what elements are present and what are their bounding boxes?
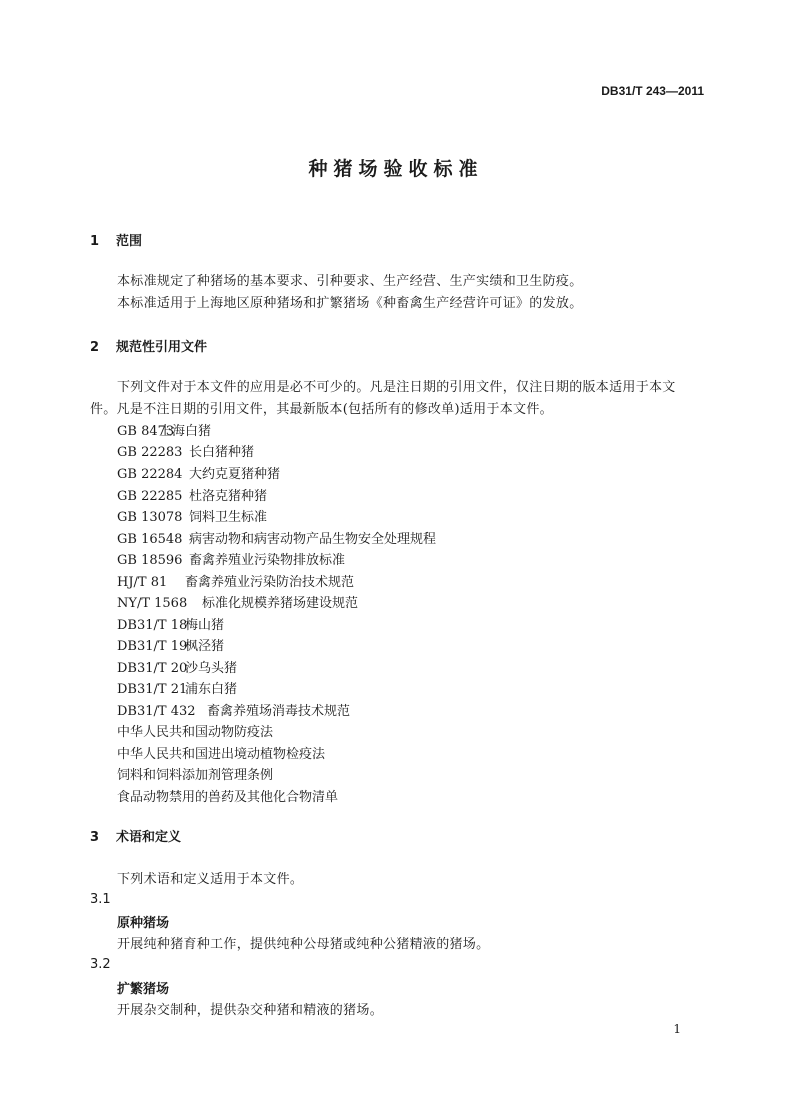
term-name: 原种猪场 — [117, 916, 170, 931]
section-2-heading — [90, 336, 207, 355]
reference-item — [117, 549, 345, 568]
section-2-number: 2 — [90, 340, 100, 355]
section-3-heading — [90, 826, 181, 845]
reference-item — [117, 592, 358, 611]
reference-code: GB 13078 — [117, 510, 183, 525]
reference-name: 食品动物禁用的兽药及其他化合物清单 — [117, 790, 339, 805]
term-definition: 开展纯种猪育种工作，提供纯种公母猪或纯种公猪精液的猪场。 — [117, 937, 490, 952]
reference-name: 畜禽养殖业污染物排放标准 — [189, 553, 346, 568]
reference-code: GB 22284 — [117, 467, 183, 482]
reference-name: 饲料卫生标准 — [189, 510, 268, 525]
section-3-title: 术语和定义 — [116, 830, 182, 845]
section-3-paragraph-1: 下列术语和定义适用于本文件。 — [117, 872, 304, 887]
section-1-heading — [90, 230, 142, 249]
reference-item — [117, 786, 338, 805]
reference-name: 病害动物和病害动物产品生物安全处理规程 — [189, 532, 437, 547]
reference-item — [117, 441, 254, 460]
reference-name: 上海白猪 — [159, 424, 212, 439]
reference-item — [117, 678, 237, 697]
reference-code: DB31/T 432 — [117, 704, 196, 719]
reference-code: GB 22283 — [117, 445, 183, 460]
page-number: 1 — [673, 1022, 681, 1036]
reference-code: GB 16548 — [117, 532, 183, 547]
section-1-paragraph-1: 本标准规定了种猪场的基本要求、引种要求、生产经营、生产实绩和卫生防疫。 — [117, 274, 583, 289]
reference-name: 梅山猪 — [185, 618, 225, 633]
reference-item — [117, 635, 224, 654]
section-1-paragraph-2: 本标准适用于上海地区原种猪场和扩繁猪场《种畜禽生产经营许可证》的发放。 — [117, 296, 583, 311]
term-number: 3.1 — [90, 892, 111, 907]
reference-name: 杜洛克猪种猪 — [189, 489, 268, 504]
term-definition: 开展杂交制种，提供杂交种猪和精液的猪场。 — [117, 1003, 384, 1018]
reference-item — [117, 485, 267, 504]
reference-item — [117, 743, 325, 762]
term-number: 3.2 — [90, 957, 111, 972]
reference-name: 沙乌头猪 — [185, 661, 238, 676]
section-2-paragraph-line-1: 下列文件对于本文件的应用是必不可少的。凡是注日期的引用文件，仅注日期的版本适用于本文 — [117, 380, 676, 395]
reference-name: 标准化规模养猪场建设规范 — [202, 596, 359, 611]
reference-item — [117, 528, 436, 547]
reference-item — [117, 463, 280, 482]
reference-name: 浦东白猪 — [185, 682, 238, 697]
reference-item — [117, 764, 273, 783]
reference-name: 长白猪种猪 — [189, 445, 255, 460]
section-1-number: 1 — [90, 234, 100, 249]
reference-code: GB 22285 — [117, 489, 183, 504]
reference-code: HJ/T 81 — [117, 575, 168, 590]
section-2-title: 规范性引用文件 — [116, 340, 208, 355]
reference-name: 中华人民共和国进出境动植物检疫法 — [117, 747, 326, 762]
reference-code: DB31/T 19 — [117, 639, 188, 654]
reference-name: 畜禽养殖场消毒技术规范 — [207, 704, 351, 719]
reference-name: 大约克夏猪种猪 — [189, 467, 281, 482]
section-1-title: 范围 — [116, 234, 143, 249]
reference-name: 饲料和饲料添加剂管理条例 — [117, 768, 274, 783]
reference-name: 枫泾猪 — [185, 639, 225, 654]
reference-item — [117, 700, 350, 719]
reference-code: DB31/T 18 — [117, 618, 188, 633]
reference-name: 中华人民共和国动物防疫法 — [117, 725, 274, 740]
section-3-number: 3 — [90, 830, 100, 845]
reference-item — [117, 657, 237, 676]
reference-code: DB31/T 20 — [117, 661, 188, 676]
reference-item — [117, 614, 224, 633]
reference-item — [117, 506, 267, 525]
reference-item — [117, 721, 273, 740]
term-name: 扩繁猪场 — [117, 982, 170, 997]
reference-code: NY/T 1568 — [117, 596, 188, 611]
reference-item — [117, 420, 211, 439]
reference-code: DB31/T 21 — [117, 682, 188, 697]
reference-name: 畜禽养殖业污染防治技术规范 — [185, 575, 355, 590]
reference-item — [117, 571, 354, 590]
reference-code: GB 8473 — [117, 424, 175, 439]
reference-code: GB 18596 — [117, 553, 183, 568]
standard-number: DB31/T 243—2011 — [601, 84, 704, 98]
document-title: 种猪场验收标准 — [308, 158, 484, 180]
section-2-paragraph-line-2: 件。凡是不注日期的引用文件，其最新版本(包括所有的修改单)适用于本文件。 — [90, 402, 553, 417]
